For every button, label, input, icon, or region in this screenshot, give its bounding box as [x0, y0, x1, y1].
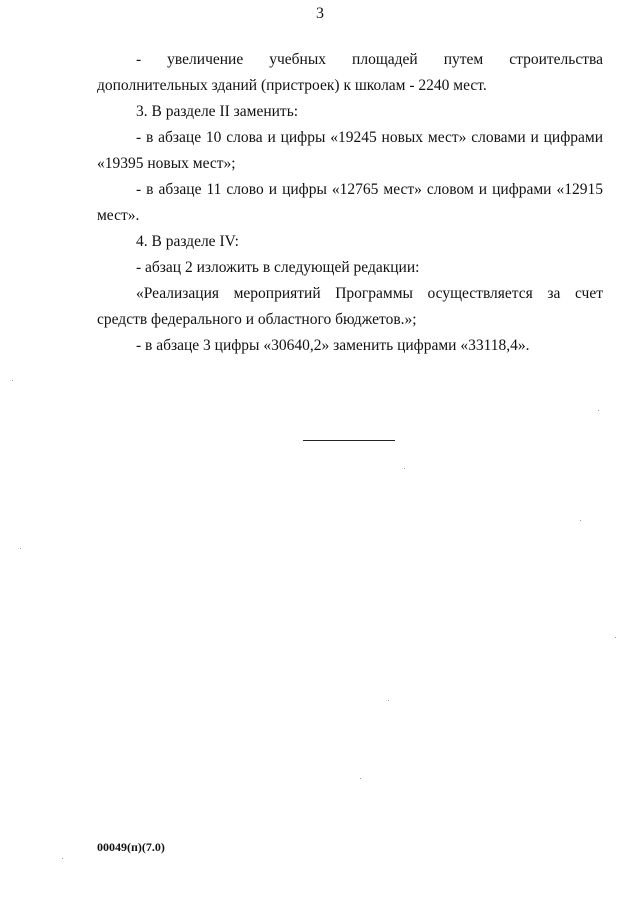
paragraph-section-2-heading: 3. В разделе II заменить: — [136, 103, 299, 120]
scan-speck — [62, 858, 63, 859]
scan-speck — [20, 548, 21, 549]
paragraph-school-extensions: - увеличение учебных площадей путем строительства дополнительных зданий (пристроек) к школам - 2240 мест. — [97, 51, 603, 94]
scan-speck — [360, 778, 361, 779]
paragraph-section-2-item-11: - в абзаце 11 слово и цифры «12765 мест» словом и цифрами «12915 мест». — [97, 181, 603, 224]
scan-speck — [12, 380, 13, 381]
document-code: 00049(п)(7.0) — [97, 840, 165, 854]
paragraph-section-4-heading: 4. В разделе IV: — [136, 233, 239, 250]
page-number: 3 — [316, 5, 324, 22]
scan-speck — [404, 468, 405, 469]
scan-speck — [580, 520, 581, 521]
paragraph-section-2-item-10: - в абзаце 10 слова и цифры «19245 новых мест» словами и цифрами «19395 новых мест»; — [97, 129, 603, 172]
scan-speck — [598, 410, 599, 411]
paragraph-section-4-quote: «Реализация мероприятий Программы осуществляется за счет средств федерального и областного бюджетов.»; — [97, 285, 603, 328]
end-of-text-rule — [303, 440, 395, 441]
scan-speck — [388, 700, 389, 701]
document-body — [97, 47, 603, 359]
paragraph-section-4-item-2: - абзац 2 изложить в следующей редакции: — [136, 259, 420, 276]
scan-speck — [615, 637, 616, 638]
paragraph-section-4-item-3: - в абзаце 3 цифры «30640,2» заменить цифрами «33118,4». — [136, 337, 530, 354]
